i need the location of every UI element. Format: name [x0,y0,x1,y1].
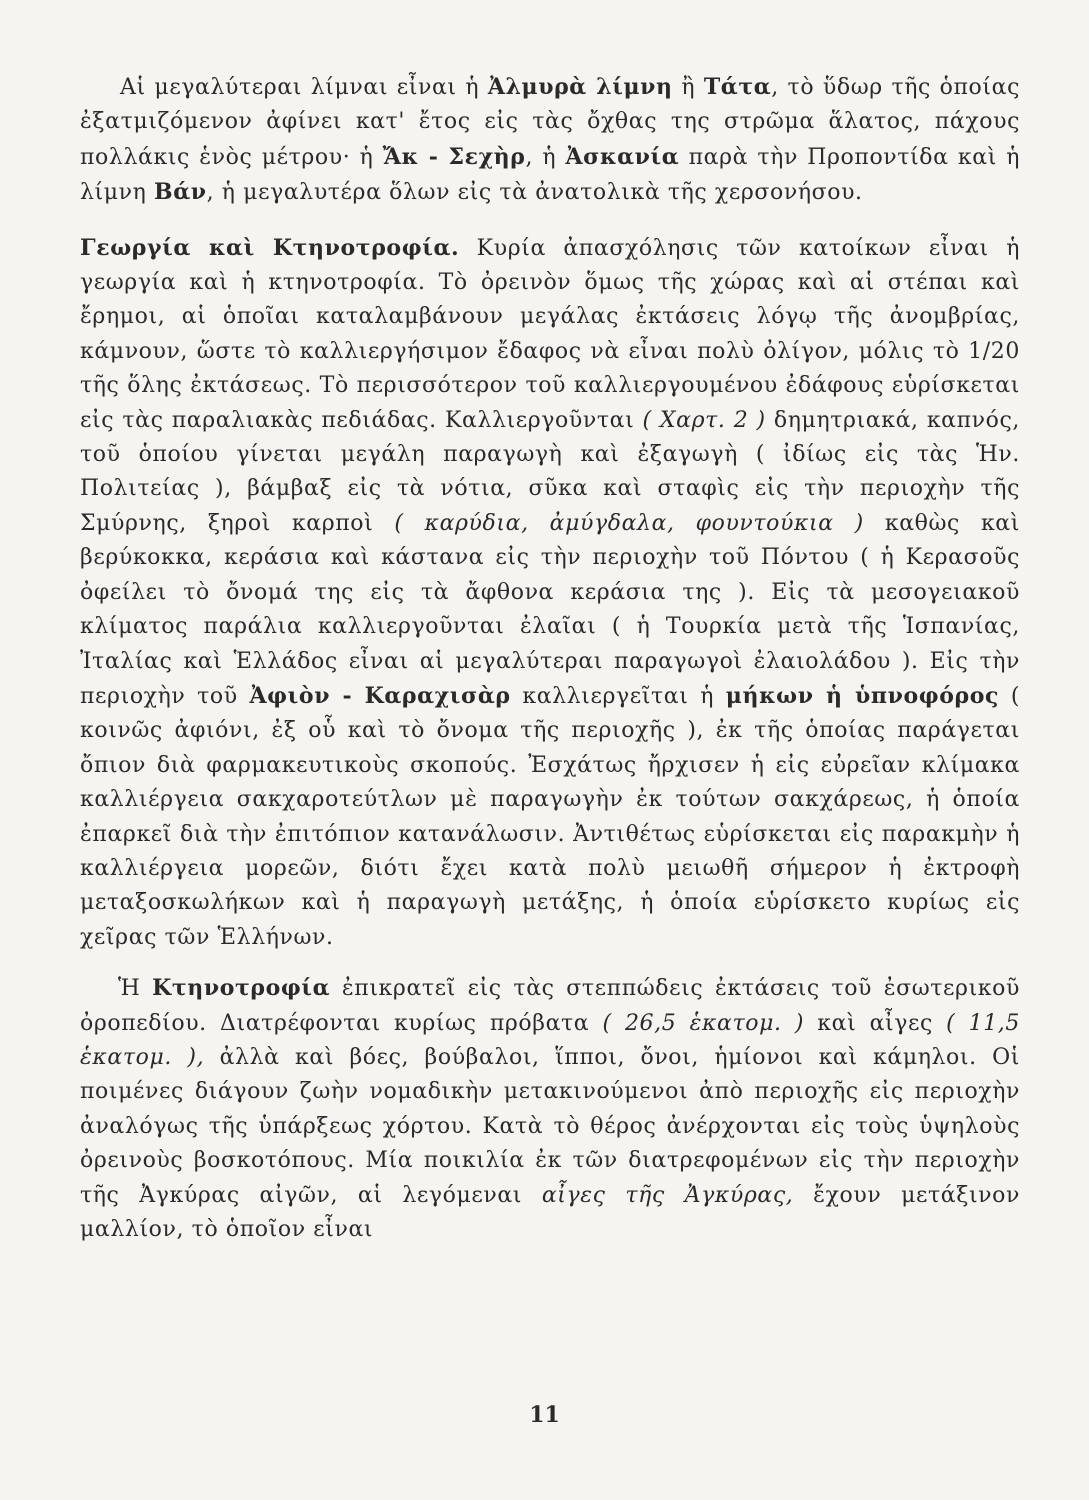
text-segment: ( κοινῶς ἀφιόνι, ἐξ οὗ καὶ τὸ ὄνομα τῆς περιοχῆς ), ἐκ τῆς ὁποίας παράγεται ὄπιον διὰ φαρμακευτικοὺς σκοπούς. Ἐσχάτως ἤρχισεν ἡ εἰς εὐρεῖαν κλίμακα καλλιέργεια σακχαροτεύτλων μὲ παραγωγὴν ἐκ τούτων σακχάρεως, ἡ ὁποία ἐπαρκεῖ διὰ τὴν ἐπιτόπιον κατανάλωσιν. Ἀντιθέτως εὑρίσκεται εἰς παρακμὴν ἡ καλλιέργεια μορεῶν, διότι ἔχει κατὰ πολὺ μειωθῆ σήμερον ἡ ἐκτροφὴ μεταξοσκωλήκων καὶ ἡ παραγωγὴ μετάξης, ἡ ὁποία εὑρίσκετο κυρίως εἰς χεῖρας τῶν Ἑλλήνων. [80,683,1021,950]
text-segment: , ἡ μεγαλυτέρα ὅλων εἰς τὰ ἀνατολικὰ τῆς χερσονήσου. [206,180,863,206]
bold-term-ak-sehir: Ἄκ - Σεχὴρ [382,143,526,170]
text-segment: Αἱ μεγαλύτεραι λίμναι εἶναι ἡ [120,75,488,100]
bold-term-almyra-limni: Ἀλμυρὰ λίμνη [487,74,673,100]
text-segment: παρὰ τὴν Προποντίδα καὶ ἡ λίμνη [80,144,1021,206]
goat-count: ( 11,5 ἑκατομ. ), [80,1010,1020,1070]
text-segment: Κυρία ἀπασχόλησις τῶν κατοίκων εἶναι ἡ γεωργία καὶ ἡ κτηνοτροφία. Τὸ ὀρεινὸν ὅμως τῆς χώρας καὶ αἱ στέπαι καὶ ἔρημοι, αἱ ὁποῖαι καταλαμβάνουν μεγάλας ἐκτάσεις λόγῳ τῆς ἀνομβρίας, κάμνουν, ὥστε τὸ καλλιεργήσιμον ἔδαφος νὰ εἶναι πολὺ ὀλίγον, μόλις τὸ 1/20 τῆς ὅλης ἐκτάσεως. Τὸ περισσότερον τοῦ καλλιεργουμένου ἐδάφους εὑρίσκεται εἰς τὰς παραλιακὰς πεδιάδας. Καλλιεργοῦνται [80,235,1020,433]
text-body [80,70,1020,1247]
bold-term-tata: Τάτα [703,74,772,100]
text-segment: ἀλλὰ καὶ βόες, βούβαλοι, ἵπποι, ὄνοι, ἡμίονοι καὶ κάμηλοι. Οἱ ποιμένες διάγουν ζωὴν νομαδικὴν μετακινούμενοι ἀπὸ περιοχῆς εἰς περιοχὴν ἀναλόγως τῆς ὑπάρξεως χόρτου. Κατὰ τὸ θέρος ἀνέρχονται εἰς τοὺς ὑψηλοὺς ὀρεινοὺς βοσκοτόπους. Μία ποικιλία ἐκ τῶν διατρεφομένων εἰς τὴν περιοχὴν τῆς Ἀγκύρας αἰγῶν, αἱ λεγόμεναι [80,1044,1020,1208]
text-segment: καλλιεργεῖται ἡ [510,683,726,709]
bold-term-afyon-karahisar: Ἀφιὸν - Καραχισὰρ [249,682,511,709]
text-segment: δημητριακά, καπνός, τοῦ ὁποίου γίνεται μεγάλη παραγωγὴ καὶ ἐξαγωγὴ ( ἰδίως εἰς τὰς Ἡν. Πολιτείας ), βάμβαξ εἰς τὰ νότια, σῦκα καὶ σταφὶς εἰς τὴν περιοχὴν τῆς Σμύρνης, ξηροὶ καρποὶ [80,407,1021,536]
text-segment: καθὼς καὶ βερύκοκκα, κεράσια καὶ κάστανα εἰς τὴν περιοχὴν τοῦ Πόντου ( ἡ Κερασοῦς ὀφείλει τὸ ὄνομά της εἰς τὰ ἄφθονα κεράσια της ). Εἰς τὰ μεσογειακοῦ κλίματος παράλια καλλιεργοῦνται ἐλαῖαι ( ἡ Τουρκία μετὰ τῆς Ἱσπανίας, Ἰταλίας καὶ Ἑλλάδος εἶναι αἱ μεγαλύτεραι παραγωγοὶ ἐλαιολάδου ). Εἰς τὴν περιοχὴν τοῦ [80,510,1020,709]
text-segment: Ἡ [118,976,153,1002]
text-segment: καὶ αἶγες [804,1010,947,1036]
text-segment: , ἡ [525,144,566,170]
sheep-count: ( 26,5 ἑκατομ. ) [602,1010,805,1036]
paragraph-agriculture [80,231,1020,956]
section-heading-agriculture: Γεωργία καὶ Κτηνοτροφία. [80,234,460,261]
bold-term-opium-poppy: μήκων ἡ ὑπνοφόρος [725,682,1000,709]
paragraph-livestock [80,971,1020,1247]
text-segment: ἢ [672,75,704,100]
bold-term-van: Βάν [154,179,207,206]
text-segment: , τὸ ὕδωρ τῆς ὁποίας ἐξατμιζόμενον ἀφίνει κατ' ἔτος εἰς τὰς ὄχθας της στρῶμα ἅλατος, πάχους πολλάκις ἑνὸς μέτρου· ἡ [80,75,1020,170]
text-segment: ἐπικρατεῖ εἰς τὰς στεππώδεις ἐκτάσεις τοῦ ἐσωτερικοῦ ὀροπεδίου. Διατρέφονται κυρίως πρόβατα [80,976,1020,1036]
text-segment: ἔχουν μετάξινον μαλλίον, τὸ ὁποῖον εἶναι [80,1182,1020,1242]
angora-goats-term: αἶγες τῆς Ἀγκύρας, [541,1182,794,1208]
bold-term-livestock: Κτηνοτροφία [152,975,331,1002]
paragraph-lakes [80,70,1020,211]
page-number: 11 [529,1402,560,1428]
bold-term-askania: Ἀσκανία [565,143,680,170]
nuts-list: ( καρύδια, ἀμύγδαλα, φουντούκια ) [394,510,864,536]
map-reference: ( Χαρτ. 2 ) [642,407,766,433]
